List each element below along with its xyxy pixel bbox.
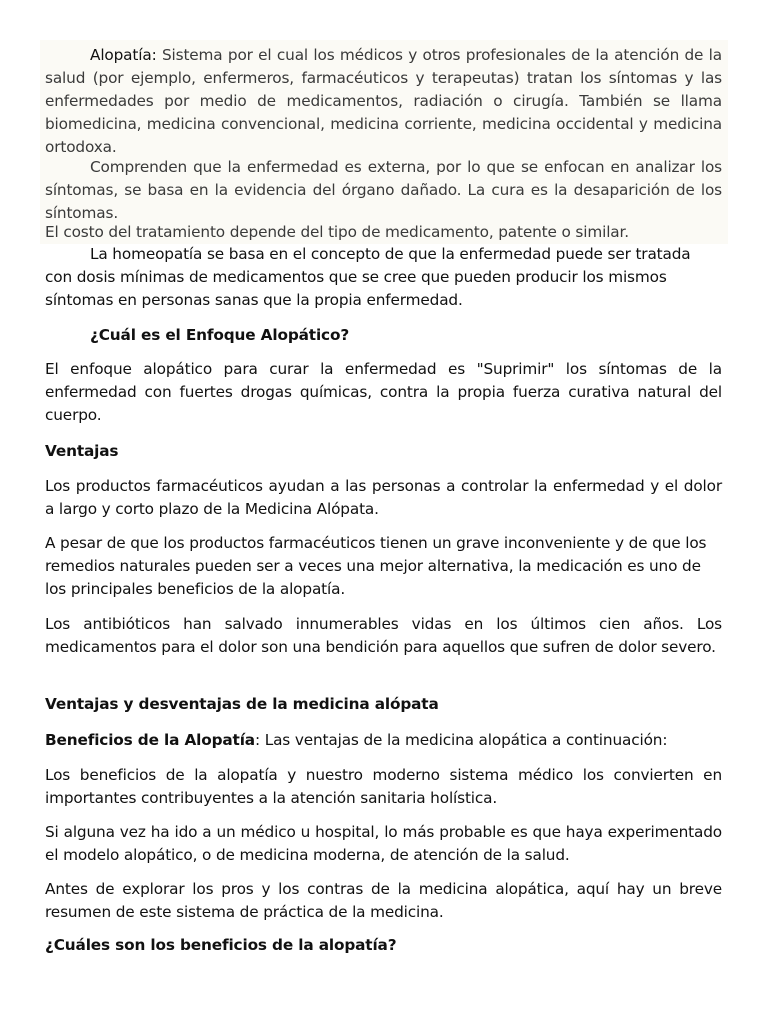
paragraph-sistema-medico: Los beneficios de la alopatía y nuestro moderno sistema médico los convierten en importantes contribuyentes a la atención sanitaria holística. xyxy=(45,766,722,807)
paragraph-productos-farmaceuticos: Los productos farmacéuticos ayudan a las personas a controlar la enfermedad y el dolor a largo y corto plazo de la Medicina Alópata. xyxy=(45,477,722,518)
paragraph-antibioticos: Los antibióticos han salvado innumerables vidas en los últimos cien años. Los medicamentos para el dolor son una bendición para aquellos que sufren de dolor severo. xyxy=(45,615,722,656)
paragraph-costo: El costo del tratamiento depende del tipo de medicamento, patente o similar. xyxy=(45,223,629,241)
paragraph-beneficios-intro xyxy=(45,729,722,752)
term-alopatia: Alopatía: xyxy=(90,46,157,64)
heading-beneficios-alopatia: ¿Cuáles son los beneficios de la alopatía? xyxy=(45,936,397,954)
paragraph-pros-contras: Antes de explorar los pros y los contras de la medicina alopática, aquí hay un breve resumen de este sistema de práctica de la medicina. xyxy=(45,880,722,921)
paragraph-medico-hospital: Si alguna vez ha ido a un médico u hospital, lo más probable es que haya experimentado el modelo alopático, o de medicina moderna, de atención de la salud. xyxy=(45,823,722,864)
paragraph-enfermedad-externa: Comprenden que la enfermedad es externa, por lo que se enfocan en analizar los síntomas, se basa en la evidencia del órgano dañado. La cura es la desaparición de los síntomas. xyxy=(45,158,722,222)
paragraph-alopatia-definition xyxy=(45,44,722,159)
paragraph-enfoque: El enfoque alopático para curar la enfermedad es "Suprimir" los síntomas de la enfermedad con fuertes drogas químicas, contra la propia fuerza curativa natural del cuerpo. xyxy=(45,360,722,424)
term-beneficios: Beneficios de la Alopatía xyxy=(45,731,255,749)
paragraph-homeopatia: La homeopatía se basa en el concepto de que la enfermedad puede ser tratada con dosis mínimas de medicamentos que se cree que pueden producir los mismos síntomas en personas sanas que la propia enfermedad. xyxy=(45,245,691,309)
definition-text: Sistema por el cual los médicos y otros profesionales de la atención de la salud (por ejemplo, enfermeros, farmacéuticos y terapeutas) tratan los síntomas y las enfermedades por medio de medicamentos, radiación o cirugía. También se llama biomedicina, medicina convencional, medicina corriente, medicina occidental y medicina ortodoxa. xyxy=(45,46,722,156)
heading-ventajas: Ventajas xyxy=(45,442,119,460)
beneficios-intro-text: : Las ventajas de la medicina alopática a continuación: xyxy=(254,731,668,749)
heading-ventajas-desventajas: Ventajas y desventajas de la medicina alópata xyxy=(45,695,439,713)
heading-enfoque-alopatico: ¿Cuál es el Enfoque Alopático? xyxy=(90,326,350,344)
paragraph-remedios-naturales: A pesar de que los productos farmacéuticos tienen un grave inconveniente y de que los remedios naturales pueden ser a veces una mejor alternativa, la medicación es uno de los principales beneficios de la alopatía. xyxy=(45,534,707,598)
